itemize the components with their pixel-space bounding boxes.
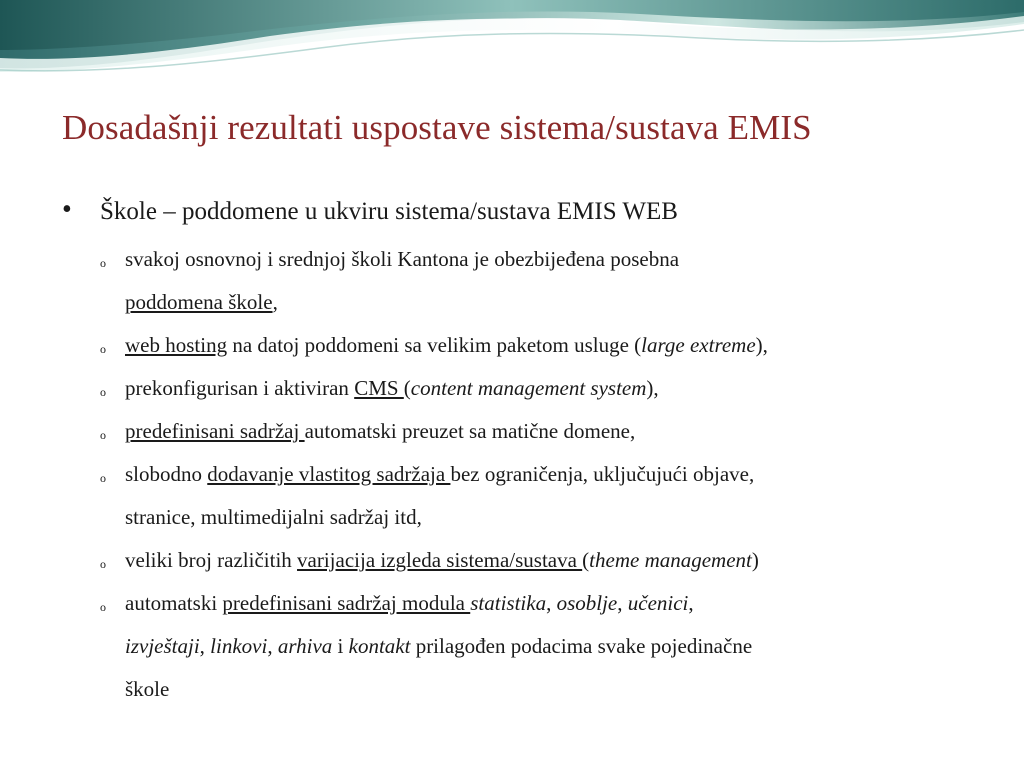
sub-item-modules <box>62 582 1012 711</box>
sub-item-line: škole <box>125 677 170 701</box>
sub-item-line: veliki broj različitih varijacija izgleda sistema/sustava (theme management) <box>125 548 759 572</box>
sub-item-web-hosting <box>62 324 1012 367</box>
sub-item-line: svakoj osnovnoj i srednjoj školi Kantona je obezbijeđena posebna <box>125 247 680 271</box>
link-cms[interactable]: CMS <box>354 376 404 400</box>
circle-bullet-icon: o <box>100 557 106 571</box>
sub-item-line: prekonfigurisan i aktiviran CMS (content management system), <box>125 376 659 400</box>
link-dodavanje-sadrzaja[interactable]: dodavanje vlastitog sadržaja <box>207 462 451 486</box>
link-predefinisani-sadrzaj[interactable]: predefinisani sadržaj <box>125 419 305 443</box>
circle-bullet-icon: o <box>100 600 106 614</box>
sub-item-predefined-content <box>62 410 1012 453</box>
bullet-item <box>62 192 1012 238</box>
sub-item-own-content <box>62 453 1012 539</box>
bullet-icon: • <box>62 194 72 225</box>
sub-item-line: automatski predefinisani sadržaj modula statistika, osoblje, učenici, <box>125 591 694 615</box>
circle-bullet-icon: o <box>100 256 106 270</box>
link-web-hosting[interactable]: web hosting <box>125 333 228 357</box>
sub-item-line: izvještaji, linkovi, arhiva i kontakt prilagođen podacima svake pojedinačne <box>125 634 753 658</box>
slide-content <box>62 192 1012 711</box>
link-poddomena-skole[interactable]: poddomena škole <box>125 290 273 314</box>
link-predefinisani-moduli[interactable]: predefinisani sadržaj modula <box>222 591 471 615</box>
sub-item-cms <box>62 367 1012 410</box>
circle-bullet-icon: o <box>100 342 106 356</box>
sub-item-line: poddomena škole, <box>125 290 278 314</box>
slide-title: Dosadašnji rezultati uspostave sistema/sustava EMIS <box>62 108 812 147</box>
link-varijacija-izgleda[interactable]: varijacija izgleda sistema/sustava <box>297 548 583 572</box>
sub-item-theme <box>62 539 1012 582</box>
sub-item-line: stranice, multimedijalni sadržaj itd, <box>125 505 422 529</box>
circle-bullet-icon: o <box>100 428 106 442</box>
circle-bullet-icon: o <box>100 385 106 399</box>
sub-item-line: predefinisani sadržaj automatski preuzet sa matične domene, <box>125 419 636 443</box>
sub-item-subdomain <box>62 238 1012 324</box>
sub-item-line: slobodno dodavanje vlastitog sadržaja bez ograničenja, uključujući objave, <box>125 462 755 486</box>
sub-item-line: web hosting na datoj poddomeni sa velikim paketom usluge (large extreme), <box>125 333 768 357</box>
circle-bullet-icon: o <box>100 471 106 485</box>
bullet-text: Škole – poddomene u ukviru sistema/sustava EMIS WEB <box>100 198 678 225</box>
header-wave-banner <box>0 0 1024 80</box>
